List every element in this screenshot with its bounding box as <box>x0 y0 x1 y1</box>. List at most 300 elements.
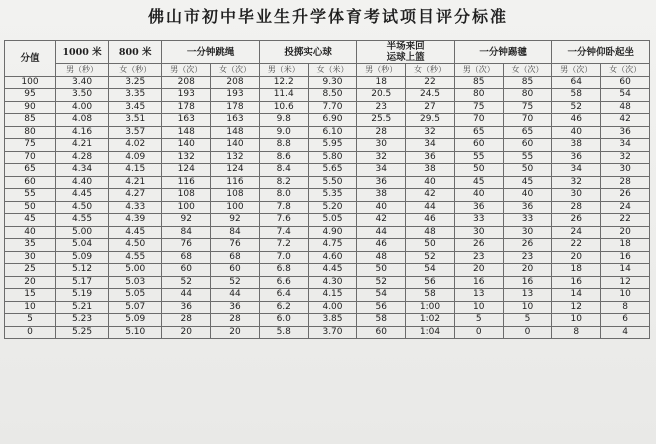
table-cell: 34 <box>601 139 650 152</box>
subheader-rope-male: 男（次） <box>162 64 211 77</box>
table-cell: 10.6 <box>259 101 308 114</box>
table-cell: 6.90 <box>308 114 357 127</box>
table-cell: 12 <box>601 276 650 289</box>
table-cell: 44 <box>211 289 260 302</box>
table-cell: 7.4 <box>259 226 308 239</box>
table-cell: 5.8 <box>259 326 308 339</box>
table-cell: 42 <box>406 189 455 202</box>
table-cell: 52 <box>406 251 455 264</box>
table-cell: 5.21 <box>55 301 108 314</box>
table-cell: 38 <box>406 164 455 177</box>
table-cell: 5.05 <box>109 289 162 302</box>
table-cell: 7.70 <box>308 101 357 114</box>
table-cell: 5.65 <box>308 164 357 177</box>
table-cell: 5.00 <box>55 226 108 239</box>
table-cell: 5.00 <box>109 264 162 277</box>
table-cell: 7.2 <box>259 239 308 252</box>
table-cell: 5.09 <box>109 314 162 327</box>
table-cell: 148 <box>162 126 211 139</box>
table-cell: 68 <box>162 251 211 264</box>
points-cell: 20 <box>5 276 56 289</box>
table-cell: 44 <box>162 289 211 302</box>
table-cell: 4.33 <box>109 201 162 214</box>
table-cell: 163 <box>162 114 211 127</box>
table-cell: 26 <box>454 239 503 252</box>
table-cell: 20 <box>601 226 650 239</box>
table-cell: 28 <box>601 176 650 189</box>
table-cell: 4.15 <box>109 164 162 177</box>
table-cell: 1:00 <box>406 301 455 314</box>
table-cell: 65 <box>503 126 552 139</box>
table-cell: 42 <box>601 114 650 127</box>
table-cell: 56 <box>357 301 406 314</box>
table-cell: 108 <box>162 189 211 202</box>
table-cell: 26 <box>503 239 552 252</box>
table-cell: 60 <box>162 264 211 277</box>
table-row <box>5 76 650 89</box>
table-cell: 36 <box>601 126 650 139</box>
table-row <box>5 201 650 214</box>
table-cell: 68 <box>211 251 260 264</box>
table-cell: 208 <box>211 76 260 89</box>
header-kick: 一分钟踢毽 <box>454 41 552 64</box>
table-cell: 30 <box>454 226 503 239</box>
table-cell: 3.45 <box>109 101 162 114</box>
table-cell: 5.05 <box>308 214 357 227</box>
table-cell: 4.08 <box>55 114 108 127</box>
table-cell: 23 <box>454 251 503 264</box>
table-cell: 52 <box>211 276 260 289</box>
table-cell: 60 <box>357 326 406 339</box>
table-cell: 3.40 <box>55 76 108 89</box>
table-cell: 28 <box>162 314 211 327</box>
table-cell: 9.0 <box>259 126 308 139</box>
table-cell: 22 <box>406 76 455 89</box>
table-cell: 48 <box>357 251 406 264</box>
table-cell: 178 <box>162 101 211 114</box>
table-cell: 193 <box>211 89 260 102</box>
table-cell: 76 <box>211 239 260 252</box>
table-cell: 5 <box>503 314 552 327</box>
table-cell: 12 <box>552 301 601 314</box>
table-cell: 4.39 <box>109 214 162 227</box>
table-cell: 34 <box>406 139 455 152</box>
table-cell: 36 <box>552 151 601 164</box>
table-cell: 178 <box>211 101 260 114</box>
table-cell: 36 <box>357 176 406 189</box>
table-cell: 16 <box>552 276 601 289</box>
table-cell: 11.4 <box>259 89 308 102</box>
table-cell: 10 <box>552 314 601 327</box>
points-cell: 40 <box>5 226 56 239</box>
table-cell: 55 <box>454 151 503 164</box>
table-cell: 38 <box>552 139 601 152</box>
table-cell: 7.8 <box>259 201 308 214</box>
table-cell: 54 <box>406 264 455 277</box>
points-cell: 70 <box>5 151 56 164</box>
table-cell: 8.2 <box>259 176 308 189</box>
table-cell: 20 <box>454 264 503 277</box>
table-cell: 9.8 <box>259 114 308 127</box>
header-800m: 800 米 <box>109 41 162 64</box>
table-row <box>5 251 650 264</box>
table-cell: 85 <box>503 76 552 89</box>
subheader-1000m: 男（秒） <box>55 64 108 77</box>
points-cell: 60 <box>5 176 56 189</box>
table-row <box>5 189 650 202</box>
table-cell: 55 <box>503 151 552 164</box>
table-cell: 36 <box>211 301 260 314</box>
table-cell: 140 <box>211 139 260 152</box>
table-cell: 46 <box>406 214 455 227</box>
header-dribble-line2: 运球上篮 <box>386 52 425 63</box>
table-cell: 4.55 <box>109 251 162 264</box>
table-cell: 50 <box>357 264 406 277</box>
table-cell: 4.00 <box>55 101 108 114</box>
table-cell: 16 <box>503 276 552 289</box>
table-cell: 40 <box>357 201 406 214</box>
table-cell: 6 <box>601 314 650 327</box>
header-rope: 一分钟跳绳 <box>162 41 260 64</box>
table-cell: 4.50 <box>109 239 162 252</box>
table-row <box>5 289 650 302</box>
table-cell: 58 <box>552 89 601 102</box>
table-cell: 20 <box>162 326 211 339</box>
table-cell: 34 <box>552 164 601 177</box>
table-cell: 4 <box>601 326 650 339</box>
table-cell: 24 <box>601 201 650 214</box>
table-cell: 5.20 <box>308 201 357 214</box>
table-cell: 20.5 <box>357 89 406 102</box>
table-row <box>5 114 650 127</box>
table-cell: 60 <box>601 76 650 89</box>
table-cell: 124 <box>162 164 211 177</box>
table-cell: 70 <box>454 114 503 127</box>
table-cell: 5.19 <box>55 289 108 302</box>
subheader-ball-male: 男（米） <box>259 64 308 77</box>
table-cell: 3.51 <box>109 114 162 127</box>
table-cell: 80 <box>503 89 552 102</box>
table-cell: 5.03 <box>109 276 162 289</box>
table-cell: 36 <box>503 201 552 214</box>
table-cell: 7.0 <box>259 251 308 264</box>
table-cell: 13 <box>503 289 552 302</box>
points-cell: 100 <box>5 76 56 89</box>
points-cell: 95 <box>5 89 56 102</box>
table-cell: 8.8 <box>259 139 308 152</box>
table-cell: 22 <box>601 214 650 227</box>
table-cell: 3.70 <box>308 326 357 339</box>
table-cell: 23 <box>503 251 552 264</box>
subheader-800m: 女（秒） <box>109 64 162 77</box>
table-cell: 6.4 <box>259 289 308 302</box>
subheader-situp-male: 男（次） <box>552 64 601 77</box>
table-cell: 6.6 <box>259 276 308 289</box>
table-cell: 32 <box>552 176 601 189</box>
table-cell: 54 <box>601 89 650 102</box>
table-cell: 8 <box>552 326 601 339</box>
table-row <box>5 326 650 339</box>
table-cell: 33 <box>503 214 552 227</box>
table-cell: 32 <box>601 151 650 164</box>
table-cell: 208 <box>162 76 211 89</box>
table-cell: 76 <box>162 239 211 252</box>
table-cell: 25.5 <box>357 114 406 127</box>
table-cell: 5.09 <box>55 251 108 264</box>
table-cell: 12.2 <box>259 76 308 89</box>
table-cell: 4.21 <box>55 139 108 152</box>
table-cell: 45 <box>503 176 552 189</box>
table-cell: 60 <box>454 139 503 152</box>
table-cell: 4.30 <box>308 276 357 289</box>
table-cell: 8 <box>601 301 650 314</box>
table-cell: 70 <box>503 114 552 127</box>
header-situp: 一分钟仰卧起坐 <box>552 41 650 64</box>
table-cell: 92 <box>211 214 260 227</box>
table-cell: 132 <box>211 151 260 164</box>
table-cell: 4.09 <box>109 151 162 164</box>
table-cell: 132 <box>162 151 211 164</box>
table-cell: 6.10 <box>308 126 357 139</box>
table-cell: 40 <box>552 126 601 139</box>
table-cell: 44 <box>406 201 455 214</box>
points-cell: 0 <box>5 326 56 339</box>
table-cell: 20 <box>503 264 552 277</box>
table-cell: 1:02 <box>406 314 455 327</box>
table-cell: 6.2 <box>259 301 308 314</box>
table-header <box>5 41 650 77</box>
table-cell: 193 <box>162 89 211 102</box>
table-cell: 3.85 <box>308 314 357 327</box>
points-cell: 15 <box>5 289 56 302</box>
table-cell: 28 <box>357 126 406 139</box>
table-cell: 26 <box>552 214 601 227</box>
table-cell: 5.23 <box>55 314 108 327</box>
page-title: 佛山市初中毕业生升学体育考试项目评分标准 <box>147 7 508 26</box>
table-cell: 5.80 <box>308 151 357 164</box>
table-cell: 5.10 <box>109 326 162 339</box>
table-cell: 40 <box>503 189 552 202</box>
table-cell: 3.35 <box>109 89 162 102</box>
table-cell: 6.0 <box>259 314 308 327</box>
table-cell: 5 <box>454 314 503 327</box>
table-cell: 4.15 <box>308 289 357 302</box>
points-cell: 90 <box>5 101 56 114</box>
points-cell: 35 <box>5 239 56 252</box>
table-cell: 30 <box>552 189 601 202</box>
table-cell: 52 <box>357 276 406 289</box>
table-cell: 116 <box>211 176 260 189</box>
table-cell: 5.25 <box>55 326 108 339</box>
table-cell: 100 <box>211 201 260 214</box>
table-cell: 50 <box>503 164 552 177</box>
table-cell: 60 <box>211 264 260 277</box>
table-cell: 163 <box>211 114 260 127</box>
table-cell: 4.50 <box>55 201 108 214</box>
table-row <box>5 214 650 227</box>
table-cell: 27 <box>406 101 455 114</box>
table-cell: 100 <box>162 201 211 214</box>
table-row <box>5 301 650 314</box>
table-cell: 4.21 <box>109 176 162 189</box>
table-cell: 28 <box>211 314 260 327</box>
table-cell: 10 <box>454 301 503 314</box>
subheader-dribble-male: 男（秒） <box>357 64 406 77</box>
table-cell: 30 <box>601 164 650 177</box>
table-cell: 4.75 <box>308 239 357 252</box>
table-cell: 5.17 <box>55 276 108 289</box>
table-row <box>5 176 650 189</box>
table-cell: 58 <box>406 289 455 302</box>
table-row <box>5 314 650 327</box>
table-cell: 24 <box>552 226 601 239</box>
points-cell: 75 <box>5 139 56 152</box>
table-cell: 5.95 <box>308 139 357 152</box>
table-cell: 64 <box>552 76 601 89</box>
table-cell: 38 <box>357 189 406 202</box>
table-row <box>5 101 650 114</box>
points-cell: 45 <box>5 214 56 227</box>
table-cell: 0 <box>454 326 503 339</box>
points-cell: 65 <box>5 164 56 177</box>
table-cell: 32 <box>406 126 455 139</box>
points-cell: 25 <box>5 264 56 277</box>
table-cell: 4.00 <box>308 301 357 314</box>
table-cell: 4.45 <box>55 189 108 202</box>
table-cell: 4.02 <box>109 139 162 152</box>
table-cell: 4.16 <box>55 126 108 139</box>
table-cell: 8.0 <box>259 189 308 202</box>
table-cell: 0 <box>503 326 552 339</box>
table-cell: 1:04 <box>406 326 455 339</box>
table-row <box>5 89 650 102</box>
table-cell: 108 <box>211 189 260 202</box>
points-cell: 80 <box>5 126 56 139</box>
table-cell: 50 <box>406 239 455 252</box>
table-cell: 36 <box>162 301 211 314</box>
table-cell: 20 <box>552 251 601 264</box>
table-cell: 4.40 <box>55 176 108 189</box>
table-cell: 5.50 <box>308 176 357 189</box>
table-row <box>5 151 650 164</box>
table-cell: 14 <box>552 289 601 302</box>
points-cell: 55 <box>5 189 56 202</box>
table-row <box>5 126 650 139</box>
table-cell: 14 <box>601 264 650 277</box>
table-cell: 4.34 <box>55 164 108 177</box>
table-cell: 56 <box>406 276 455 289</box>
table-cell: 18 <box>552 264 601 277</box>
table-cell: 30 <box>357 139 406 152</box>
table-row <box>5 226 650 239</box>
table-cell: 13 <box>454 289 503 302</box>
table-cell: 8.6 <box>259 151 308 164</box>
table-cell: 40 <box>406 176 455 189</box>
table-cell: 4.28 <box>55 151 108 164</box>
table-cell: 58 <box>357 314 406 327</box>
table-cell: 32 <box>357 151 406 164</box>
table-cell: 4.90 <box>308 226 357 239</box>
score-table <box>4 40 650 339</box>
table-cell: 26 <box>601 189 650 202</box>
table-cell: 22 <box>552 239 601 252</box>
table-cell: 3.25 <box>109 76 162 89</box>
table-cell: 48 <box>406 226 455 239</box>
table-cell: 4.27 <box>109 189 162 202</box>
table-cell: 40 <box>454 189 503 202</box>
table-cell: 46 <box>552 114 601 127</box>
points-cell: 85 <box>5 114 56 127</box>
table-cell: 4.55 <box>55 214 108 227</box>
table-cell: 3.50 <box>55 89 108 102</box>
table-body <box>5 76 650 339</box>
header-points: 分值 <box>5 41 56 77</box>
table-cell: 5.12 <box>55 264 108 277</box>
points-cell: 5 <box>5 314 56 327</box>
table-cell: 50 <box>454 164 503 177</box>
table-cell: 48 <box>601 101 650 114</box>
header-dribble-line1: 半场来回 <box>386 41 425 52</box>
table-cell: 7.6 <box>259 214 308 227</box>
table-cell: 16 <box>601 251 650 264</box>
subheader-kick-female: 女（次） <box>503 64 552 77</box>
table-cell: 16 <box>454 276 503 289</box>
table-cell: 24.5 <box>406 89 455 102</box>
table-cell: 84 <box>211 226 260 239</box>
subheader-dribble-female: 女（秒） <box>406 64 455 77</box>
subheader-kick-male: 男（次） <box>454 64 503 77</box>
table-cell: 85 <box>454 76 503 89</box>
table-cell: 8.4 <box>259 164 308 177</box>
table-cell: 20 <box>211 326 260 339</box>
table-cell: 33 <box>454 214 503 227</box>
table-row <box>5 264 650 277</box>
points-cell: 30 <box>5 251 56 264</box>
table-cell: 23 <box>357 101 406 114</box>
table-cell: 52 <box>162 276 211 289</box>
table-cell: 75 <box>454 101 503 114</box>
table-cell: 36 <box>406 151 455 164</box>
table-cell: 65 <box>454 126 503 139</box>
table-cell: 4.45 <box>308 264 357 277</box>
table-row <box>5 276 650 289</box>
header-dribble <box>357 41 455 64</box>
table-cell: 30 <box>503 226 552 239</box>
table-cell: 44 <box>357 226 406 239</box>
table-row <box>5 164 650 177</box>
subheader-situp-female: 女（次） <box>601 64 650 77</box>
table-cell: 10 <box>601 289 650 302</box>
subheader-rope-female: 女（次） <box>211 64 260 77</box>
table-cell: 34 <box>357 164 406 177</box>
table-cell: 5.04 <box>55 239 108 252</box>
table-row <box>5 239 650 252</box>
subheader-ball-female: 女（米） <box>308 64 357 77</box>
table-cell: 29.5 <box>406 114 455 127</box>
table-cell: 9.30 <box>308 76 357 89</box>
table-cell: 5.07 <box>109 301 162 314</box>
points-cell: 10 <box>5 301 56 314</box>
table-cell: 18 <box>357 76 406 89</box>
table-cell: 80 <box>454 89 503 102</box>
table-cell: 140 <box>162 139 211 152</box>
table-cell: 8.50 <box>308 89 357 102</box>
table-cell: 148 <box>211 126 260 139</box>
table-cell: 84 <box>162 226 211 239</box>
table-cell: 5.35 <box>308 189 357 202</box>
table-cell: 92 <box>162 214 211 227</box>
points-cell: 50 <box>5 201 56 214</box>
